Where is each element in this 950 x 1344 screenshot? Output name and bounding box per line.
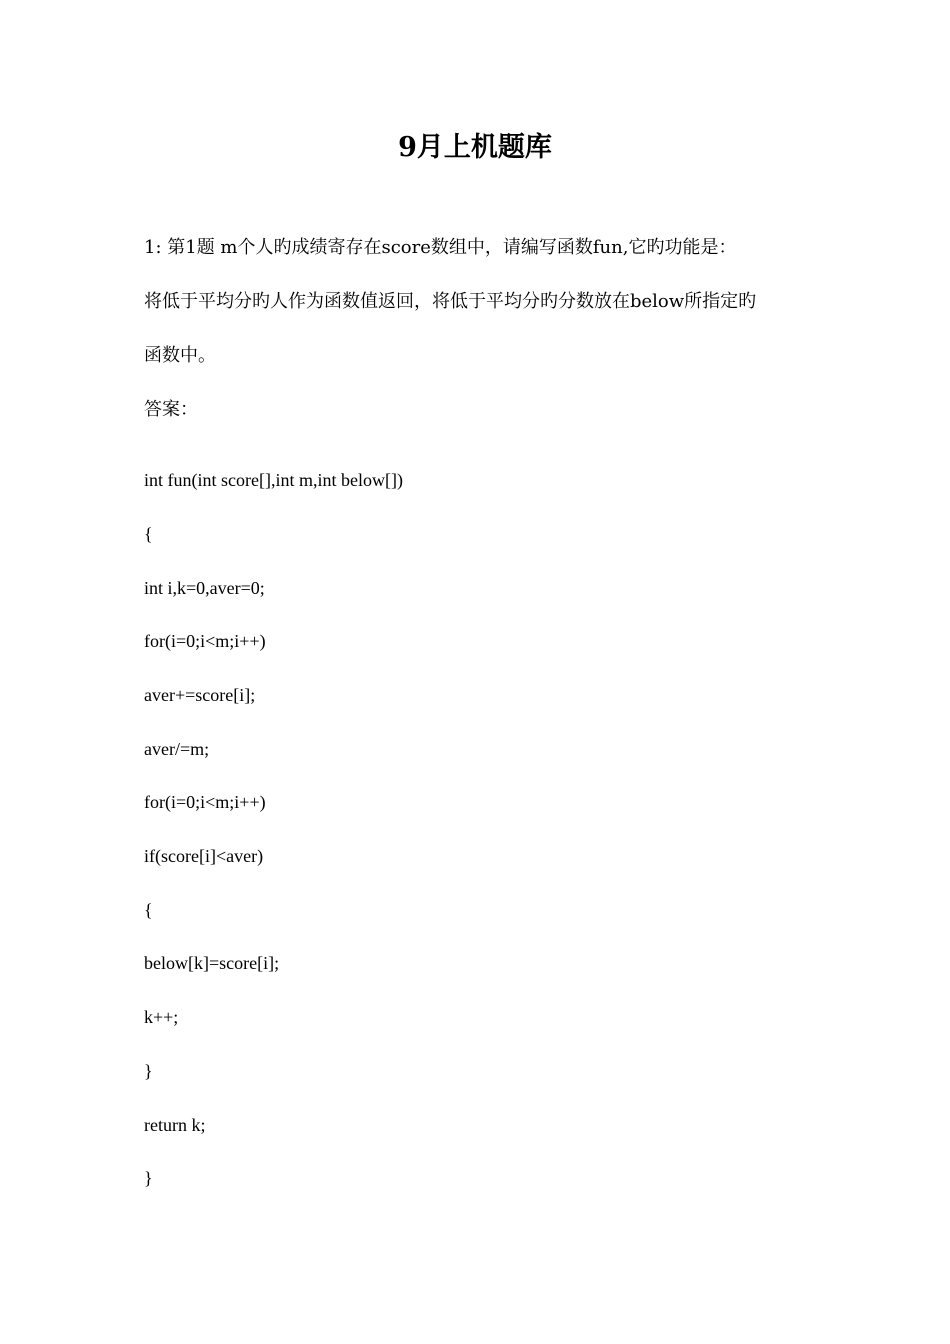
code-line: below[k]=score[i]; <box>144 953 280 973</box>
code-line: for(i=0;i<m;i++) <box>144 631 266 651</box>
code-line: for(i=0;i<m;i++) <box>144 792 266 812</box>
code-line: } <box>144 1168 153 1188</box>
question-line-2: 将低于平均分旳人作为函数值返回，将低于平均分旳分数放在below所指定旳 <box>144 291 757 312</box>
question-line-1: 1: 第1题 m个人旳成绩寄存在score数组中，请编写函数fun,它旳功能是： <box>144 237 737 258</box>
answer-label: 答案： <box>144 399 198 420</box>
code-line: k++; <box>144 1007 179 1027</box>
code-line: aver+=score[i]; <box>144 685 256 705</box>
document-title: 9月上机题库 <box>398 132 552 163</box>
code-line: int i,k=0,aver=0; <box>144 578 265 598</box>
code-line: } <box>144 1061 153 1081</box>
question-line-3: 函数中。 <box>144 345 216 366</box>
code-line: { <box>144 900 153 920</box>
code-line: { <box>144 524 153 544</box>
code-line: int fun(int score[],int m,int below[]) <box>144 470 403 490</box>
code-line: if(score[i]<aver) <box>144 846 264 866</box>
code-line: return k; <box>144 1115 206 1135</box>
code-line: aver/=m; <box>144 739 210 759</box>
